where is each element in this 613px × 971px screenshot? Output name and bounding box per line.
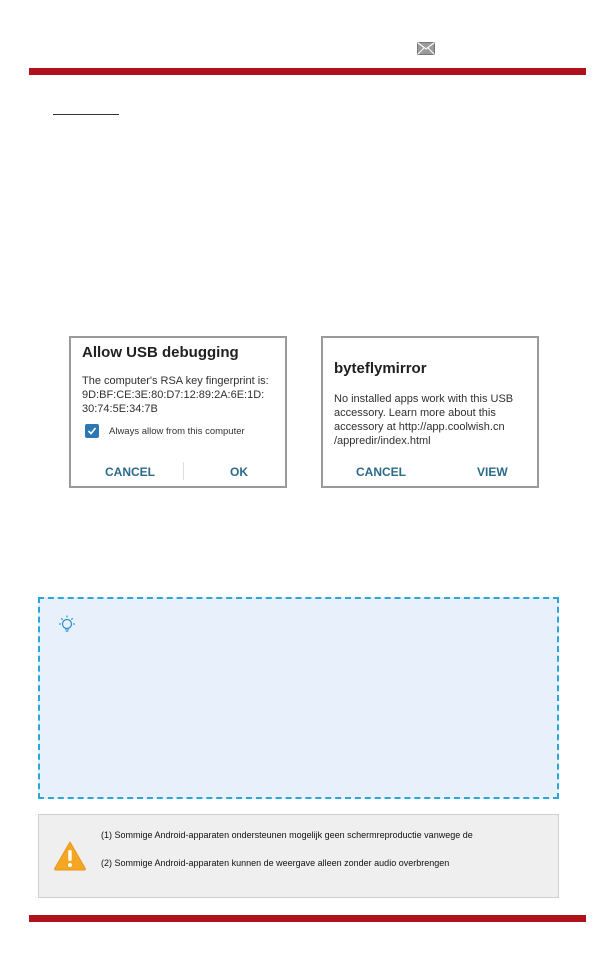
dialog-title: byteflymirror bbox=[334, 360, 427, 377]
lightbulb-icon bbox=[58, 615, 76, 635]
warning-box bbox=[38, 814, 559, 898]
warning-line-2: (2) Sommige Android-apparaten kunnen de weergave alleen zonder audio overbrengen bbox=[101, 858, 450, 868]
footer-divider-bar bbox=[29, 915, 586, 922]
usb-accessory-dialog bbox=[321, 336, 539, 488]
warning-line-1: (1) Sommige Android-apparaten ondersteunen mogelijk geen schermreproductie vanwege de bbox=[101, 830, 473, 840]
ok-button[interactable]: OK bbox=[230, 465, 248, 479]
cancel-button[interactable]: CANCEL bbox=[105, 465, 155, 479]
checkmark-icon bbox=[87, 426, 97, 436]
dialog-title: Allow USB debugging bbox=[82, 344, 239, 361]
envelope-icon bbox=[417, 42, 435, 55]
cancel-button[interactable]: CANCEL bbox=[356, 465, 406, 479]
always-allow-checkbox[interactable] bbox=[85, 424, 99, 438]
view-button[interactable]: VIEW bbox=[477, 465, 508, 479]
warning-icon bbox=[53, 840, 87, 871]
usb-debugging-dialog bbox=[69, 336, 287, 488]
dialog-body: The computer's RSA key fingerprint is: 9D:BF:CE:3E:80:D7:12:89:2A:6E:1D: 30:74:5E:34:7B bbox=[82, 375, 269, 415]
tip-box bbox=[38, 597, 559, 799]
dialog-body: No installed apps work with this USB accessory. Learn more about this accessory at http://app.coolwish.cn /appredir/index.html bbox=[334, 393, 514, 447]
header-divider-bar bbox=[29, 68, 586, 75]
button-separator bbox=[183, 462, 184, 480]
checkbox-label: Always allow from this computer bbox=[109, 426, 245, 437]
section-underline bbox=[53, 114, 119, 115]
